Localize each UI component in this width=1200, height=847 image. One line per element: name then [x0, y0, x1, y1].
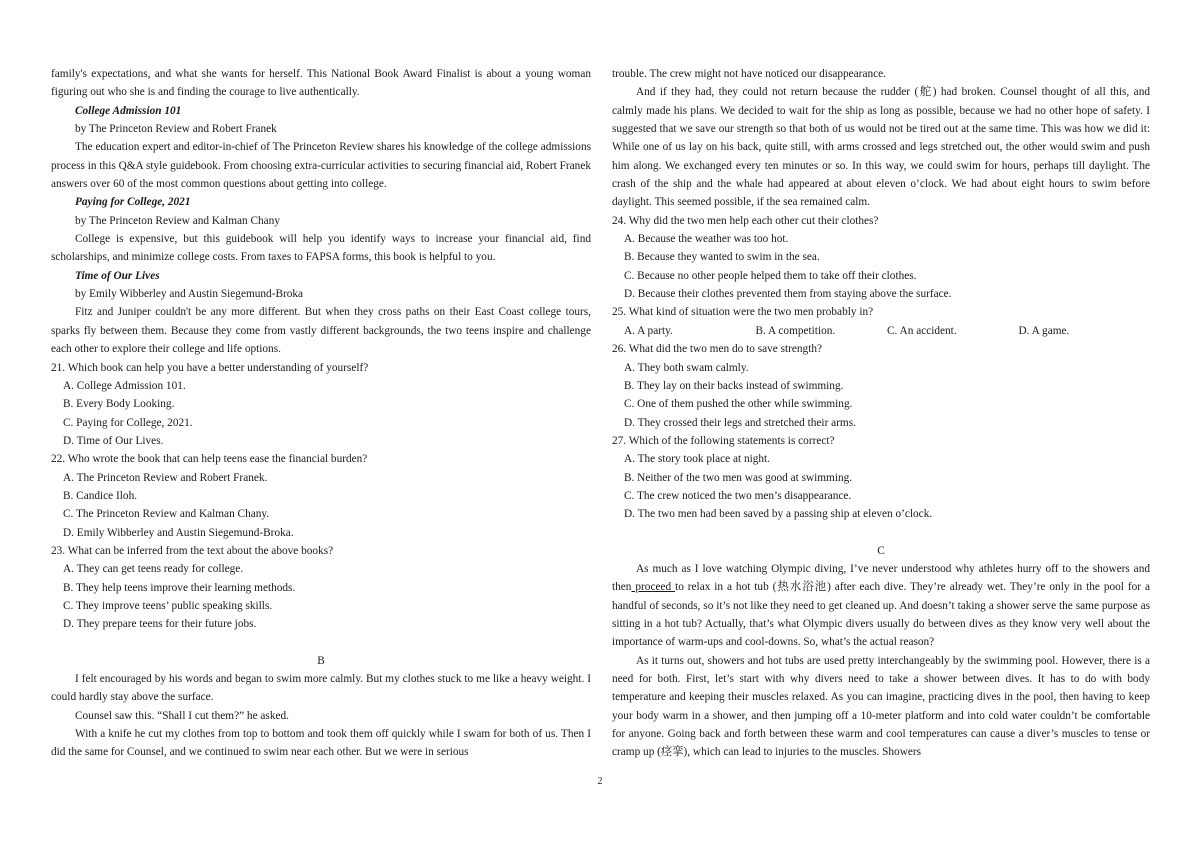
section-gap [612, 524, 1150, 542]
option: D. Because their clothes prevented them from staying above the surface. [624, 288, 952, 301]
passage-b-paragraph: Counsel saw this. “Shall I cut them?” he asked. [75, 709, 289, 722]
option: A. College Admission 101. [63, 379, 186, 392]
option: C. One of them pushed the other while swimming. [624, 398, 853, 411]
book-title: Time of Our Lives [75, 269, 160, 282]
section-c-heading: C [877, 544, 885, 557]
passage-b-continued: trouble. The crew might not have noticed our disappearance. [612, 68, 886, 80]
question-26: 26. What did the two men do to save strength? [612, 343, 822, 356]
option: B. Because they wanted to swim in the sea. [624, 251, 820, 264]
passage-b-paragraph: And if they had, they could not return because the rudder (舵) had broken. Counsel thought of all this, and calmly made his plans. We decided to wait for the ship as long as possible, because we had no other hope of safety. I suggested that we save our strength so that both of us would not be tired out at the same time. This was how we did it: While one of us lay on his back, quite still, with arms crossed and legs stretched out, the other would swim and push him along. We exchanged every ten minutes or so. In this way, we could swim for hours, perhaps till daylight. The crash of the ship and the whale had appeared at about eleven o’clock. We had about eight hours to swim before daylight. This seemed possible, if the sea remained calm. [612, 86, 1150, 209]
passage-c-paragraph: As it turns out, showers and hot tubs are used pretty interchangeably by the swimming pool. However, there is a need for both. First, let’s start with why divers need to take a shower between dives. It has to do with body temperature and keeping their muscles relaxed. As you can imagine, practicing dives in the pool, then having to keep your body warm in a shower, and then jumping off a 10-meter platform and into cold water couldn’t be comfortable for anyone. Going back and forth between these warm and cool temperatures can cause a diver’s muscles to tense or cramp up (痉挛), which can lead to injuries to the muscles. Showers [612, 654, 1150, 759]
question-25: 25. What kind of situation were the two men probably in? [612, 306, 874, 319]
option: A. The story took place at night. [624, 453, 770, 466]
underlined-word: proceed [631, 581, 676, 594]
option: D. They crossed their legs and stretched their arms. [624, 416, 856, 429]
question-23: 23. What can be inferred from the text about the above books? [51, 544, 334, 557]
option: C. The Princeton Review and Kalman Chany. [63, 508, 270, 521]
question-22: 22. Who wrote the book that can help teens ease the financial burden? [51, 453, 368, 466]
option: A. A party. [624, 324, 673, 337]
passage-b-paragraph: With a knife he cut my clothes from top to bottom and took them off quickly while I swam for both of us. Then I did the same for Counsel, and we continued to swim near each other. But we were in serious [51, 728, 591, 759]
book-author: by Emily Wibberley and Austin Siegemund-Broka [75, 288, 304, 301]
book-description: Fitz and Juniper couldn't be any more different. But when they cross paths on their East Coast college tours, sparks fly between them. Because they come from vastly different backgrounds, the two teens inspire and challenge each other to explore their college and life options. [51, 306, 591, 356]
book-title: College Admission 101 [75, 104, 182, 117]
option: A. They can get teens ready for college. [63, 563, 244, 576]
option: B. They help teens improve their learning methods. [63, 581, 296, 594]
section-gap [51, 634, 591, 652]
book-title: Paying for College, 2021 [75, 196, 191, 209]
option: D. Time of Our Lives. [63, 434, 164, 447]
option: A. The Princeton Review and Robert Franek. [63, 471, 268, 484]
book-author: by The Princeton Review and Robert Franek [75, 123, 277, 136]
option: B. A competition. [755, 324, 836, 337]
option: B. Candice Iloh. [63, 489, 138, 502]
option: B. They lay on their backs instead of swimming. [624, 379, 844, 392]
page-number: 2 [597, 776, 603, 787]
intro-paragraph: family's expectations, and what she wants for herself. This National Book Award Finalist is about a young woman figuring out who she is and finding the courage to live authentically. [51, 68, 591, 99]
option: C. An accident. [887, 324, 957, 337]
option: B. Neither of the two men was good at swimming. [624, 471, 853, 484]
passage-text: As much as I love watching Olympic diving, I’ve never understood why athletes hurry off to the showers and then [612, 562, 1150, 594]
option: C. Because no other people helped them to take off their clothes. [624, 269, 917, 282]
section-b-heading: B [317, 654, 325, 667]
option: D. The two men had been saved by a passing ship at eleven o’clock. [624, 508, 933, 521]
options-row [612, 322, 1150, 340]
book-description: College is expensive, but this guidebook will help you identify ways to increase your financial aid, find scholarships, and minimize college costs. From taxes to FAPSA forms, this book is helpful to you. [51, 233, 591, 264]
option: D. Emily Wibberley and Austin Siegemund-Broka. [63, 526, 294, 539]
option: C. They improve teens’ public speaking skills. [63, 599, 273, 612]
option: C. Paying for College, 2021. [63, 416, 193, 429]
option: D. They prepare teens for their future jobs. [63, 618, 257, 631]
option: D. A game. [1018, 324, 1070, 337]
book-author: by The Princeton Review and Kalman Chany [75, 214, 280, 227]
option: C. The crew noticed the two men’s disappearance. [624, 489, 852, 502]
left-column [51, 65, 591, 762]
question-24: 24. Why did the two men help each other cut their clothes? [612, 214, 879, 227]
option: A. They both swam calmly. [624, 361, 749, 374]
passage-text: to relax in a hot tub (热水浴池) after each dive. They’re already wet. They’re only in the pool for a handful of seconds, so it’s not like they need to get cleaned up. And doesn’t taking a shower serve the same purpose as sitting in a hot tub? Actually, that’s what Olympic divers usually do between dives as they know very well about the importance of warm-ups and cool-downs. So, what’s the actual reason? [612, 581, 1150, 649]
right-column [612, 65, 1150, 762]
question-27: 27. Which of the following statements is correct? [612, 434, 835, 447]
book-description: The education expert and editor-in-chief of The Princeton Review shares his knowledge of the college admissions process in this Q&A style guidebook. From choosing extra-curricular activities to securing financial aid, Robert Franek answers over 60 of the most common questions about getting into college. [51, 141, 591, 191]
question-21: 21. Which book can help you have a better understanding of yourself? [51, 361, 369, 374]
option: B. Every Body Looking. [63, 398, 175, 411]
option: A. Because the weather was too hot. [624, 233, 789, 246]
passage-b-paragraph: I felt encouraged by his words and began to swim more calmly. But my clothes stuck to me like a heavy weight. I could hardly stay above the surface. [51, 673, 591, 704]
passage-c-paragraph [612, 560, 1150, 652]
